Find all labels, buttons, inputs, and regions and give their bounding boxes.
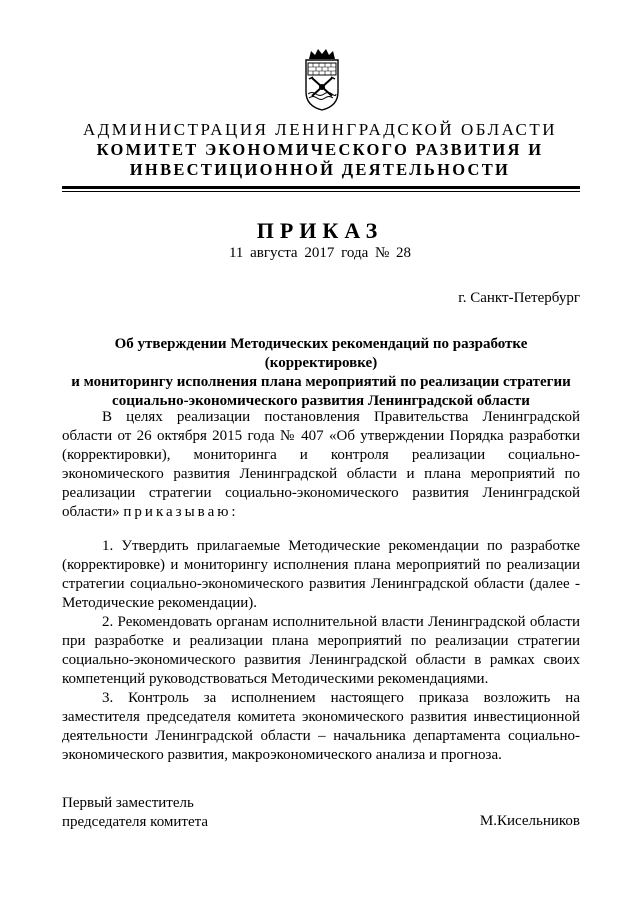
preamble-text: В целях реализации постановления Правительства Ленинградской области от 26 октября 2015 года № 407 «Об утверждении Порядка разработки (корректировки), мониторинга и контроля реализации социально-экономического развития Ленинградской области и плана мероприятий по реализации стратегии социально-экономического развития Ленинградской области» bbox=[62, 409, 580, 520]
order-item-3: 3. Контроль за исполнением настоящего приказа возложить на заместителя председателя комитета экономического развития инвестиционной деятельности Ленинградской области – начальника департамента социально-экономического развития, макроэкономического анализа и прогноза. bbox=[62, 690, 580, 763]
prikazyvayu-word: приказываю: bbox=[123, 504, 239, 520]
preamble-paragraph bbox=[62, 408, 580, 522]
committee-title-line1: КОМИТЕТ ЭКОНОМИЧЕСКОГО РАЗВИТИЯ И bbox=[96, 140, 544, 159]
header-divider-thin bbox=[62, 191, 580, 192]
order-subject bbox=[62, 335, 580, 411]
administration-title: АДМИНИСТРАЦИЯ ЛЕНИНГРАДСКОЙ ОБЛАСТИ bbox=[82, 120, 558, 139]
signatory-name: М.Кисельников bbox=[479, 813, 580, 829]
committee-title-line2: ИНВЕСТИЦИОННОЙ ДЕЯТЕЛЬНОСТИ bbox=[129, 160, 511, 179]
order-item-2: 2. Рекомендовать органам исполнительной власти Ленинградской области при разработке и реализации плана мероприятий по реализации стратегии социально-экономического развития Ленинградской области в рамках своих компетенций руководствоваться Методическими рекомендациями. bbox=[62, 614, 580, 687]
signatory-position-line-1: Первый заместитель bbox=[62, 795, 194, 811]
subject-line-2: и мониторингу исполнения плана мероприятий по реализации стратегии bbox=[71, 374, 571, 390]
document-type-title: ПРИКАЗ bbox=[256, 218, 384, 243]
order-item-1: 1. Утвердить прилагаемые Методические рекомендации по разработке (корректировке) и мониторингу исполнения плана мероприятий по реализации стратегии социально-экономического развития Ленинградской области (далее - Методические рекомендации). bbox=[62, 538, 580, 611]
signatory-position-line-2: председателя комитета bbox=[62, 814, 209, 830]
subject-line-3: социально-экономического развития Ленинградской области bbox=[112, 393, 530, 409]
order-date-number: 11 августа 2017 года № 28 bbox=[228, 245, 412, 261]
city-label: г. Санкт-Петербург bbox=[458, 290, 580, 306]
subject-line-1: Об утверждении Методических рекомендаций по разработке (корректировке) bbox=[114, 336, 528, 371]
coat-of-arms-icon bbox=[303, 48, 341, 112]
signatory-position bbox=[62, 794, 208, 832]
header-divider-thick bbox=[62, 186, 580, 189]
